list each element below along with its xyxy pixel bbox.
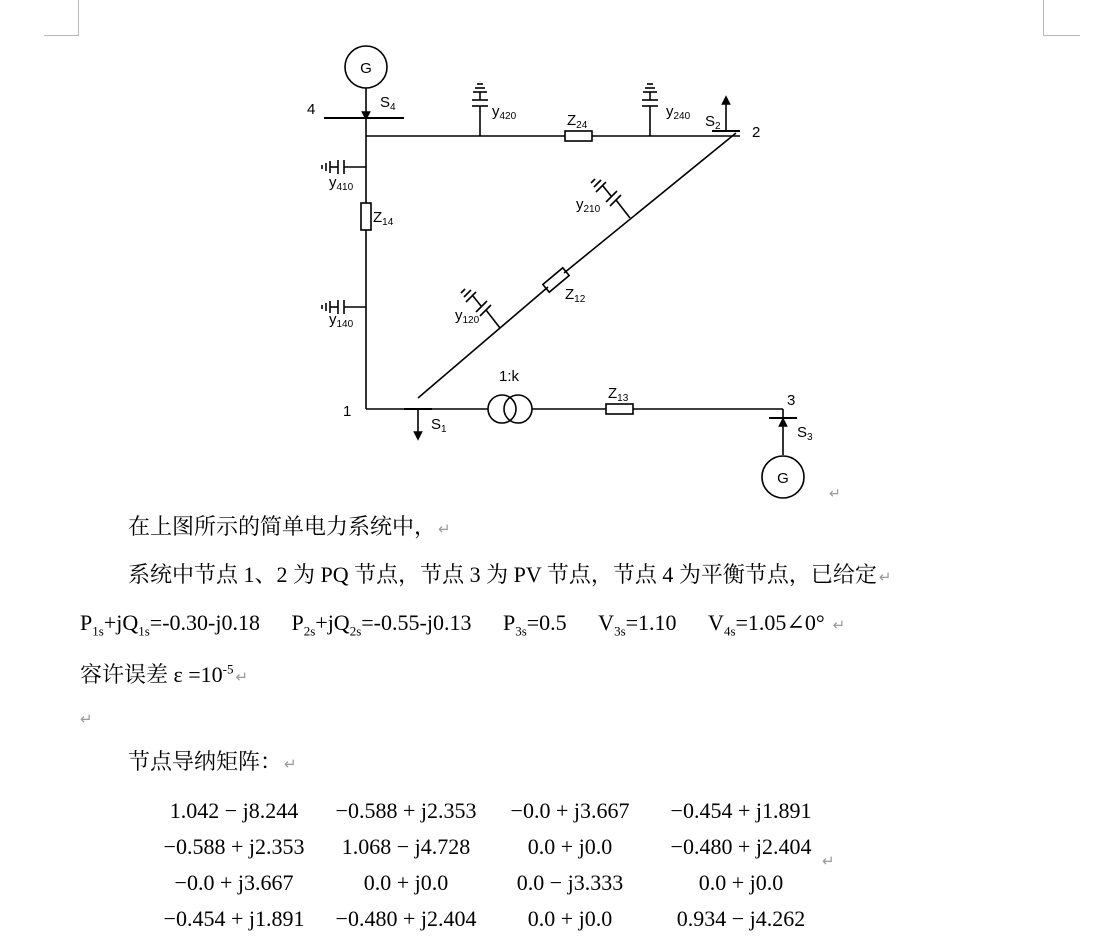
tolerance-text: 容许误差 $\varepsilon =10^{-5}$ [80,662,234,688]
matrix-cell: −0.454 + j1.891 [670,798,812,823]
given-v4: $V_{4s}=1.05\angle 0^\circ$ [708,610,825,639]
s2-label: $S_2$ [705,113,721,132]
y240-label: $y_{240}$ [666,103,691,122]
y120-label: $y_{120}$ [455,307,480,326]
matrix-cell: −0.480 + j2.404 [335,906,477,931]
matrix-title-line: 节点导纳矩阵： ↵ [128,749,297,774]
y420-label: $y_{420}$ [492,103,517,122]
s1-label: $S_1$ [431,416,447,435]
generator-4-label: G [360,60,372,77]
z14-label: $Z_{14}$ [373,209,394,228]
s4-label: $S_4$ [380,94,396,113]
system-text: 系统中节点 1、2 为 PQ 节点，节点 3 为 PV 节点，节点 4 为平衡节点，已给定 [128,562,877,587]
matrix-cell: −0.0 + j3.667 [174,870,294,895]
node-1-label: 1 [343,403,352,420]
admittance-matrix [150,793,836,937]
matrix-paragraph-mark: ↵ [822,852,835,870]
matrix-cell: 0.0 + j0.0 [363,870,449,895]
matrix-cell: 0.0 − j3.333 [516,870,624,895]
matrix-cell: −0.588 + j2.353 [163,834,305,859]
node-3-label: 3 [787,392,796,409]
intro-text: 在上图所示的简单电力系统中， [128,514,437,539]
z12-label: $Z_{12}$ [565,286,586,305]
matrix-cell: 1.042 − j8.244 [169,798,299,823]
matrix-cell: 0.0 + j0.0 [527,906,613,931]
matrix-cell: 0.0 + j0.0 [698,870,784,895]
z13-label: $Z_{13}$ [608,385,629,404]
y410-label: $y_{410}$ [329,174,354,193]
given-p1: $P_{1s}+jQ_{1s}=-0.30-j0.18$ [80,610,260,639]
matrix-cell: 1.068 − j4.728 [341,834,471,859]
s3-label: $S_3$ [797,424,813,443]
given-values-line: $P_{1s}+jQ_{1s}=-0.30-j0.18$ $P_{2s}+jQ_{2s}=-0.55-j0.13$ $P_{3s}=0.5$ $V_{3s}=1.10$ $V_{4s}=1.05\angle 0^\circ$ ↵ [80,609,845,645]
matrix-cell: 0.934 − j4.262 [676,906,806,931]
matrix-row [150,865,836,901]
matrix-cell: −0.0 + j3.667 [510,798,630,823]
transformer-ratio-label: 1:k [499,368,520,385]
generator-3-label: G [777,470,789,487]
intro-line: 在上图所示的简单电力系统中， ↵ [128,514,451,539]
paragraph-mark: ↵ [829,485,841,501]
node-4-label: 4 [307,101,316,118]
matrix-cell: −0.588 + j2.353 [335,798,477,823]
given-v3: $V_{3s}=1.10$ [598,610,677,639]
matrix-row [150,829,836,865]
node-2-label: 2 [752,124,761,141]
matrix-cell: −0.480 + j2.404 [670,834,812,859]
y140-label: $y_{140}$ [329,311,354,330]
tolerance-line: 容许误差 $\varepsilon =10^{-5}$ ↵ [80,662,249,688]
matrix-row [150,793,836,829]
z24-label: $Z_{24}$ [567,112,588,131]
empty-paragraph: ↵ [80,710,93,728]
matrix-cell: 0.0 + j0.0 [527,834,613,859]
matrix-title: 节点导纳矩阵： [128,749,283,774]
matrix-cell: −0.454 + j1.891 [163,906,305,931]
matrix-row [150,901,836,937]
y210-label: $y_{210}$ [576,196,601,215]
given-p2: $P_{2s}+jQ_{2s}=-0.55-j0.13$ [291,610,472,639]
given-p3: $P_{3s}=0.5$ [502,610,567,639]
system-line: 系统中节点 1、2 为 PQ 节点，节点 3 为 PV 节点，节点 4 为平衡节点，已给定 ↵ [128,562,892,587]
